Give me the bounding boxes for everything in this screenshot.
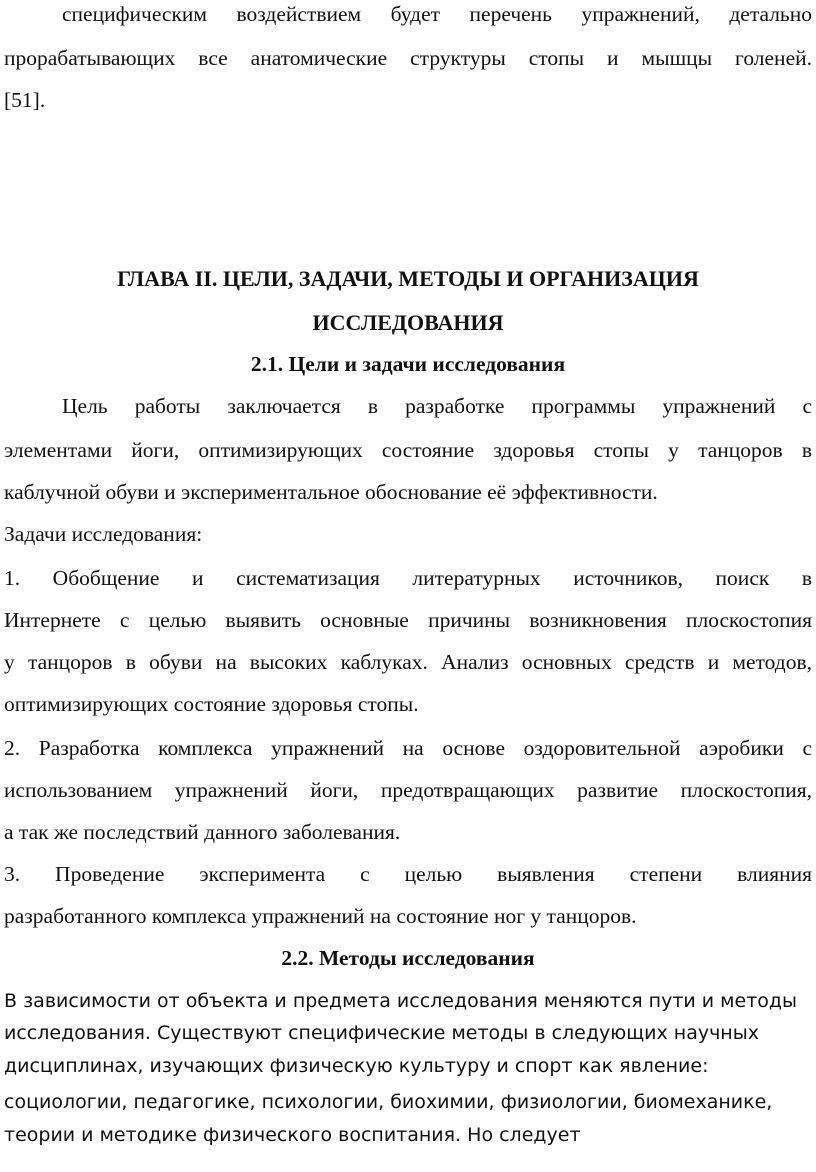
task1-line-4: оптимизирующих состояние здоровья стопы. [4,692,419,716]
chapter-heading-line-2: ИССЛЕДОВАНИЯ [312,310,504,335]
task1-line-3: у танцоров в обуви на высоких каблуках. Анализ основных средств и методов, [4,650,812,674]
task1-line-2: Интернете с целью выявить основные причины возникновения плоскостопия [4,608,812,632]
chapter-heading-line-1: ГЛАВА II. ЦЕЛИ, ЗАДАЧИ, МЕТОДЫ И ОРГАНИЗАЦИЯ [117,266,699,291]
methods-line-4: социологии, педагогике, психологии, биохимии, физиологии, биомеханике, [4,1091,773,1113]
intro-line-3: [51]. [4,88,46,112]
methods-line-5: теории и методике физического воспитания. Но следует [4,1124,581,1146]
task2-line-3: а так же последствий данного заболевания. [4,820,401,844]
methods-line-3: дисциплинах, изучающих физическую культуру и спорт как явление: [4,1055,709,1077]
intro-line-2: прорабатывающих все анатомические структуры стопы и мышцы голеней. [4,46,812,70]
goal-line-2: элементами йоги, оптимизирующих состояние здоровья стопы у танцоров в [4,438,812,462]
task3-line-2: разработанного комплекса упражнений на состояние ног у танцоров. [4,904,637,928]
methods-line-2: исследования. Существуют специфические методы в следующих научных [4,1022,759,1044]
task2-line-2: использованием упражнений йоги, предотвращающих развитие плоскостопия, [4,778,812,802]
task2-line-1: 2. Разработка комплекса упражнений на основе оздоровительной аэробики с [4,736,812,760]
intro-line-1: специфическим воздействием будет перечень упражнений, детально [62,2,812,26]
task1-line-1: 1. Обобщение и систематизация литературных источников, поиск в [4,566,812,590]
methods-line-1: В зависимости от объекта и предмета исследования меняются пути и методы [4,990,798,1012]
section-2-2-title: 2.2. Методы исследования [281,946,535,970]
tasks-label: Задачи исследования: [4,522,203,546]
goal-line-1: Цель работы заключается в разработке программы упражнений с [62,394,812,418]
goal-line-3: каблучной обуви и экспериментальное обоснование её эффективности. [4,480,658,504]
section-2-1-title: 2.1. Цели и задачи исследования [250,352,566,376]
task3-line-1: 3. Проведение эксперимента с целью выявления степени влияния [4,862,812,886]
